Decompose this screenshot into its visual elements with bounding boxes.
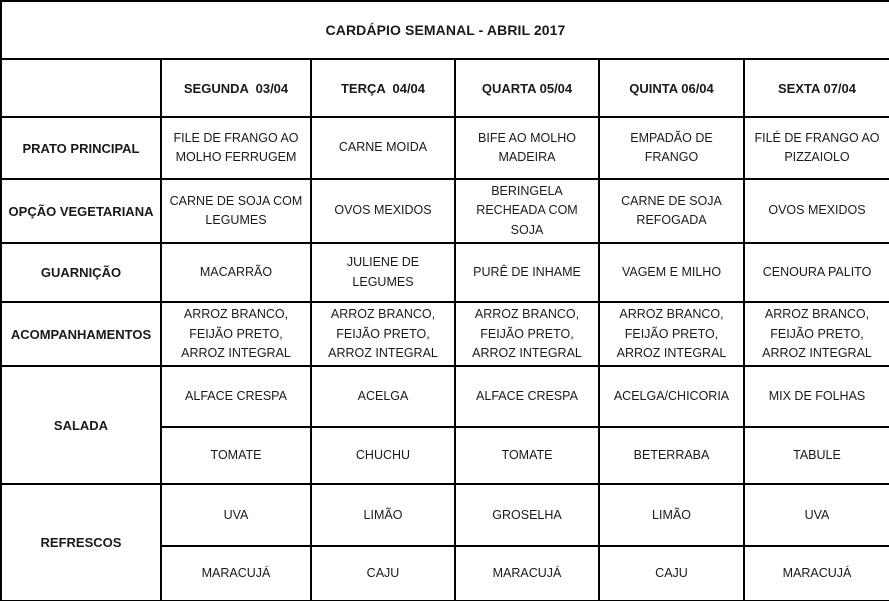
row-label-opcao-vegetariana: OPÇÃO VEGETARIANA xyxy=(1,179,161,243)
menu-cell: TABULE xyxy=(744,427,889,484)
menu-cell: ARROZ BRANCO, FEIJÃO PRETO, ARROZ INTEGRAL xyxy=(311,302,455,366)
menu-cell: ARROZ BRANCO, FEIJÃO PRETO, ARROZ INTEGRAL xyxy=(744,302,889,366)
row-label-acompanhamentos: ACOMPANHAMENTOS xyxy=(1,302,161,366)
menu-cell: JULIENE DE LEGUMES xyxy=(311,243,455,302)
menu-cell: FILÉ DE FRANGO AO PIZZAIOLO xyxy=(744,117,889,179)
menu-cell: ACELGA/CHICORIA xyxy=(599,366,744,427)
menu-cell: BIFE AO MOLHO MADEIRA xyxy=(455,117,599,179)
menu-cell: TOMATE xyxy=(161,427,311,484)
row-label-guarnicao: GUARNIÇÃO xyxy=(1,243,161,302)
menu-cell: VAGEM E MILHO xyxy=(599,243,744,302)
menu-cell: CAJU xyxy=(599,546,744,601)
row-label-refrescos: REFRESCOS xyxy=(1,484,161,601)
menu-cell: EMPADÃO DE FRANGO xyxy=(599,117,744,179)
day-header-monday: SEGUNDA 03/04 xyxy=(161,59,311,117)
menu-cell: ALFACE CRESPA xyxy=(455,366,599,427)
table-title: CARDÁPIO SEMANAL - ABRIL 2017 xyxy=(1,1,889,59)
menu-cell: MARACUJÁ xyxy=(455,546,599,601)
menu-cell: FILE DE FRANGO AO MOLHO FERRUGEM xyxy=(161,117,311,179)
table-row xyxy=(1,302,889,366)
menu-cell: ARROZ BRANCO, FEIJÃO PRETO, ARROZ INTEGRAL xyxy=(455,302,599,366)
menu-cell: PURÊ DE INHAME xyxy=(455,243,599,302)
day-header-tuesday: TERÇA 04/04 xyxy=(311,59,455,117)
menu-cell: CARNE DE SOJA COM LEGUMES xyxy=(161,179,311,243)
menu-cell: BERINGELA RECHEADA COM SOJA xyxy=(455,179,599,243)
menu-cell: UVA xyxy=(161,484,311,546)
menu-cell: CARNE MOIDA xyxy=(311,117,455,179)
menu-cell: CHUCHU xyxy=(311,427,455,484)
menu-cell: BETERRABA xyxy=(599,427,744,484)
row-label-prato-principal: PRATO PRINCIPAL xyxy=(1,117,161,179)
table-row xyxy=(1,366,889,427)
menu-cell: OVOS MEXIDOS xyxy=(744,179,889,243)
menu-cell: CARNE DE SOJA REFOGADA xyxy=(599,179,744,243)
corner-cell xyxy=(1,59,161,117)
table-row xyxy=(1,484,889,546)
day-header-wednesday: QUARTA 05/04 xyxy=(455,59,599,117)
menu-cell: UVA xyxy=(744,484,889,546)
menu-cell: LIMÃO xyxy=(311,484,455,546)
menu-cell: OVOS MEXIDOS xyxy=(311,179,455,243)
menu-cell: ACELGA xyxy=(311,366,455,427)
menu-cell: MARACUJÁ xyxy=(161,546,311,601)
menu-cell: ARROZ BRANCO, FEIJÃO PRETO, ARROZ INTEGRAL xyxy=(161,302,311,366)
menu-cell: CAJU xyxy=(311,546,455,601)
table-row xyxy=(1,117,889,179)
table-row xyxy=(1,179,889,243)
table-row xyxy=(1,243,889,302)
menu-cell: ALFACE CRESPA xyxy=(161,366,311,427)
menu-cell: ARROZ BRANCO, FEIJÃO PRETO, ARROZ INTEGRAL xyxy=(599,302,744,366)
menu-cell: MARACUJÁ xyxy=(744,546,889,601)
row-label-salada: SALADA xyxy=(1,366,161,484)
menu-cell: CENOURA PALITO xyxy=(744,243,889,302)
menu-cell: LIMÃO xyxy=(599,484,744,546)
menu-cell: MACARRÃO xyxy=(161,243,311,302)
day-header-friday: SEXTA 07/04 xyxy=(744,59,889,117)
menu-cell: TOMATE xyxy=(455,427,599,484)
menu-cell: MIX DE FOLHAS xyxy=(744,366,889,427)
day-header-thursday: QUINTA 06/04 xyxy=(599,59,744,117)
menu-cell: GROSELHA xyxy=(455,484,599,546)
